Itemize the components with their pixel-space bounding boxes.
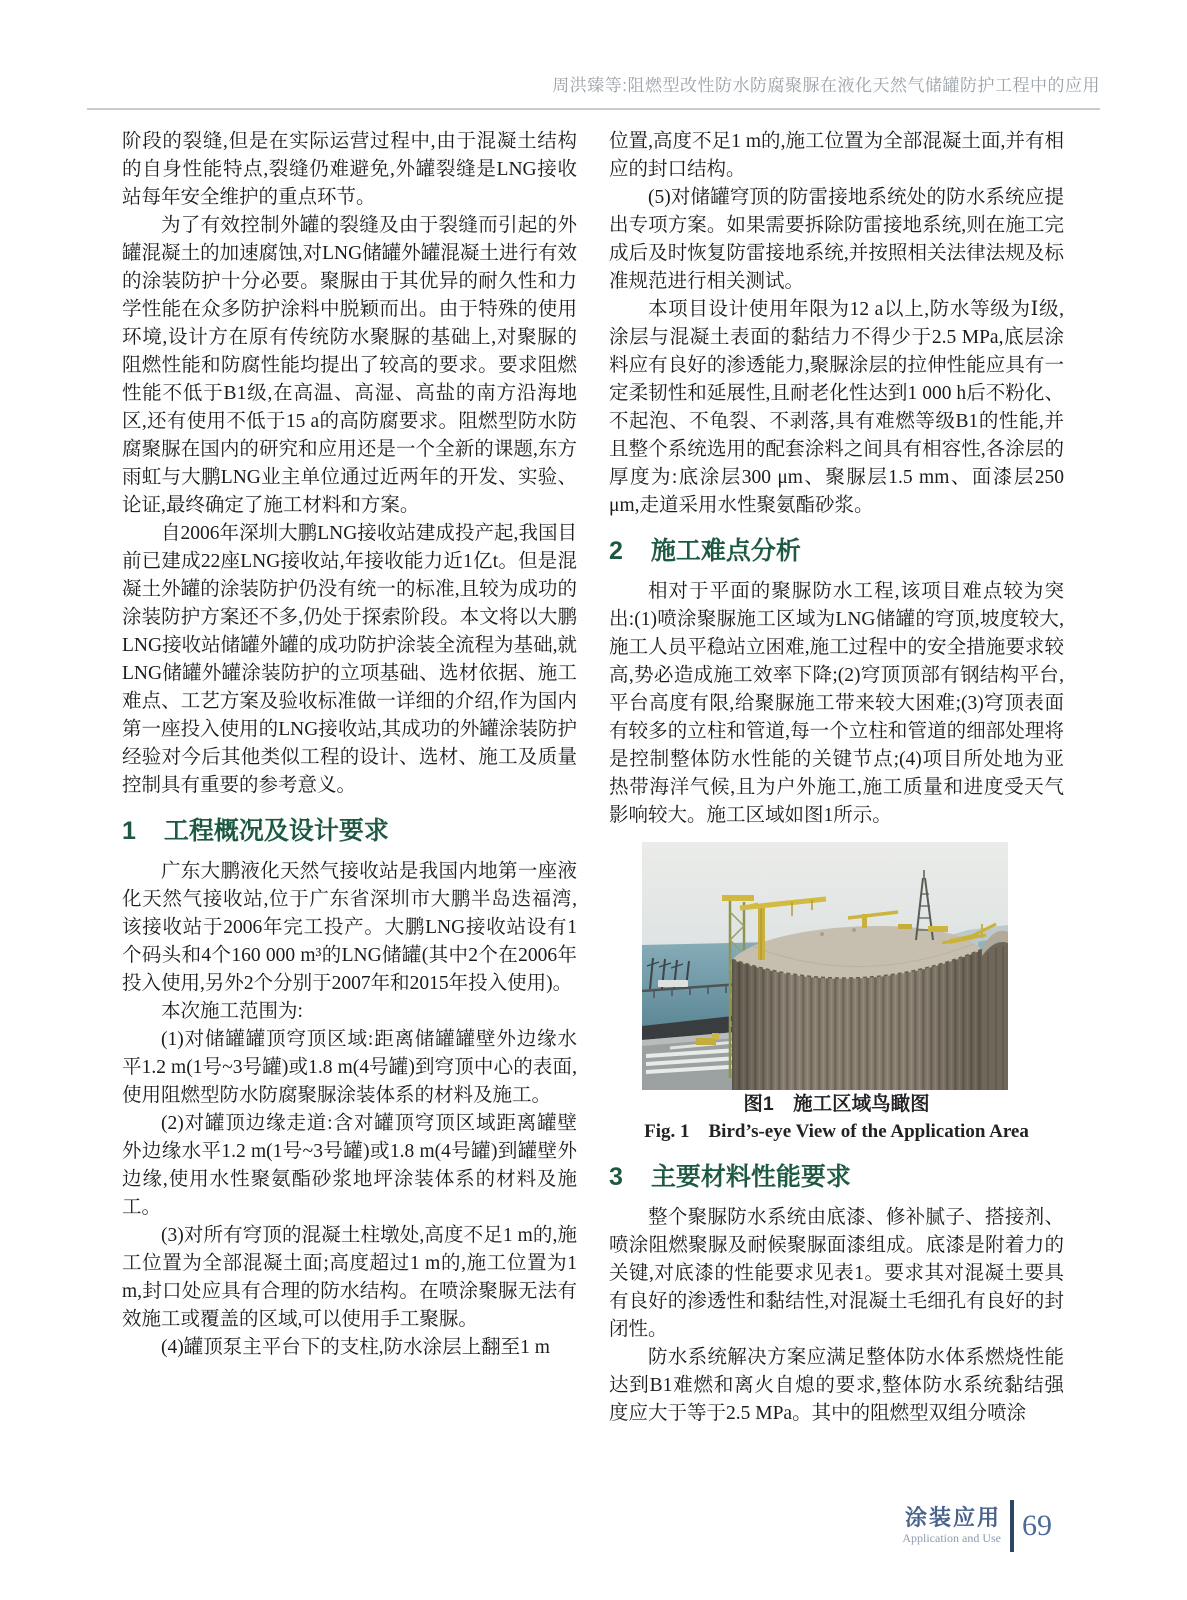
- list-item: (3)对所有穹顶的混凝土柱墩处,高度不足1 m的,施工位置为全部混凝土面;高度超过1 m的,施工位置为1 m,封口处应具有合理的防水结构。在喷涂聚脲无法有效施工或覆盖的区域,可以使用手工聚脲。: [122, 1225, 577, 1330]
- paragraph: 防水系统解决方案应满足整体防水体系燃烧性能达到B1难燃和离火自熄的要求,整体防水系统黏结强度应大于等于2.5 MPa。其中的阻燃型双组分喷涂: [609, 1347, 1064, 1424]
- paragraph: 广东大鹏液化天然气接收站是我国内地第一座液化天然气接收站,位于广东省深圳市大鹏半岛迭福湾,该接收站于2006年完工投产。大鹏LNG接收站设有1个码头和4个160 000 m³的LNG储罐(其中2个在2006年投入使用,另外2个分别于2007年和2015年投入使用)。: [122, 861, 577, 994]
- right-column: [609, 128, 1064, 1428]
- section-number: 3: [609, 1163, 623, 1191]
- list-item: (1)对储罐罐顶穹顶区域:距离储罐罐壁外边缘水平1.2 m(1号~3号罐)或1.8 m(4号罐)到穹顶中心的表面,使用阻燃型防水防腐聚脲涂装体系的材料及施工。: [122, 1029, 577, 1106]
- section-number: 1: [122, 817, 136, 845]
- paragraph: 位置,高度不足1 m的,施工位置为全部混凝土面,并有相应的封口结构。: [609, 131, 1064, 180]
- list-item: (4)罐顶泵主平台下的支柱,防水涂层上翻至1 m: [161, 1337, 550, 1358]
- footer-section-cn: 涂装应用: [904, 1505, 1001, 1530]
- paragraph: 本项目设计使用年限为12 a以上,防水等级为Ⅰ级,涂层与混凝土表面的黏结力不得少于2.5 MPa,底层涂料应有良好的渗透能力,聚脲涂层的拉伸性能应具有一定柔韧性和延展性,且耐老化性达到1 000 h后不粉化、不起泡、不龟裂、不剥落,具有难燃等级B1的性能,并且整个系统选用的配套涂料之间具有相容性,各涂层的厚度为:底涂层300 μm、聚脲层1.5 mm、面漆层250 μm,走道采用水性聚氨酯砂浆。: [609, 299, 1064, 516]
- section-title: 施工难点分析: [650, 537, 801, 565]
- section-heading-2: [609, 534, 1064, 568]
- header-rule: [87, 108, 1100, 110]
- paragraph: 整个聚脲防水系统由底漆、修补腻子、搭接剂、喷涂阻燃聚脲及耐候聚脲面漆组成。底漆是附着力的关键,对底漆的性能要求见表1。要求其对混凝土要具有良好的渗透性和黏结性,对混凝土毛细孔有良好的封闭性。: [609, 1207, 1064, 1340]
- figure-caption-cn: 图1 施工区域鸟瞰图: [743, 1093, 930, 1115]
- figure-caption-en: Fig. 1 Bird’s-eye View of the Application Area: [644, 1121, 1029, 1142]
- footer-section-label: [902, 1506, 1001, 1546]
- list-item: (2)对罐顶边缘走道:含对罐顶穹顶区域距离罐壁外边缘水平1.2 m(1号~3号罐)或1.8 m(4号罐)到罐壁外边缘,使用水性聚氨酯砂浆地坪涂装体系的材料及施工。: [122, 1113, 577, 1218]
- section-heading-3: [609, 1160, 1064, 1194]
- running-title: 周洪臻等:阻燃型改性防水防腐聚脲在液化天然气储罐防护工程中的应用: [552, 76, 1100, 95]
- section-heading-1: [122, 814, 577, 848]
- paragraph: 本次施工范围为:: [161, 1001, 303, 1022]
- figure-1: [609, 842, 1064, 1146]
- paragraph: 自2006年深圳大鹏LNG接收站建成投产起,我国目前已建成22座LNG接收站,年接收能力近1亿t。但是混凝土外罐的涂装防护仍没有统一的标准,且较为成功的涂装防护方案还不多,仍处于探索阶段。本文将以大鹏LNG接收站储罐外罐的成功防护涂装全流程为基础,就LNG储罐外罐涂装防护的立项基础、选材依据、施工难点、工艺方案及验收标准做一详细的介绍,作为国内第一座投入使用的LNG接收站,其成功的外罐涂装防护经验对今后其他类似工程的设计、选材、施工及质量控制具有重要的参考意义。: [122, 523, 577, 796]
- paragraph: 相对于平面的聚脲防水工程,该项目难点较为突出:(1)喷涂聚脲施工区域为LNG储罐的穹顶,坡度较大,施工人员平稳站立困难,施工过程中的安全措施要求较高,势必造成施工效率下降;(2)穹顶顶部有钢结构平台,平台高度有限,给聚脲施工带来较大困难;(3)穹顶表面有较多的立柱和管道,每一个立柱和管道的细部处理将是控制整体防水性能的关键节点;(4)项目所处地为亚热带海洋气候,且为户外施工,施工质量和进度受天气影响较大。施工区域如图1所示。: [609, 581, 1064, 826]
- footer-section-en: Application and Use: [902, 1531, 1001, 1545]
- section-number: 2: [609, 537, 623, 565]
- paragraph: 阶段的裂缝,但是在实际运营过程中,由于混凝土结构的自身性能特点,裂缝仍难避免,外罐裂缝是LNG接收站每年安全维护的重点环节。: [122, 131, 577, 208]
- page-footer: [902, 1500, 1052, 1552]
- footer-page-number: 69: [1022, 1509, 1052, 1542]
- section-title: 主要材料性能要求: [650, 1163, 851, 1191]
- two-column-body: [122, 128, 1064, 1428]
- left-column: [122, 128, 577, 1428]
- lng-tanks-photo: [642, 842, 1008, 1090]
- paragraph: 为了有效控制外罐的裂缝及由于裂缝而引起的外罐混凝土的加速腐蚀,对LNG储罐外罐混凝土进行有效的涂装防护十分必要。聚脲由于其优异的耐久性和力学性能在众多防护涂料中脱颖而出。由于特殊的使用环境,设计方在原有传统防水聚脲的基础上,对聚脲的阻燃性能和防腐性能均提出了较高的要求。要求阻燃性能不低于B1级,在高温、高湿、高盐的南方沿海地区,还有使用不低于15 a的高防腐要求。阻燃型防水防腐聚脲在国内的研究和应用还是一个全新的课题,东方雨虹与大鹏LNG业主单位通过近两年的开发、实验、论证,最终确定了施工材料和方案。: [122, 215, 577, 516]
- section-title: 工程概况及设计要求: [163, 817, 389, 845]
- list-item: (5)对储罐穹顶的防雷接地系统处的防水系统应提出专项方案。如果需要拆除防雷接地系统,则在施工完成后及时恢复防雷接地系统,并按照相关法律法规及标准规范进行相关测试。: [609, 187, 1064, 292]
- footer-divider-bar: [1010, 1500, 1014, 1552]
